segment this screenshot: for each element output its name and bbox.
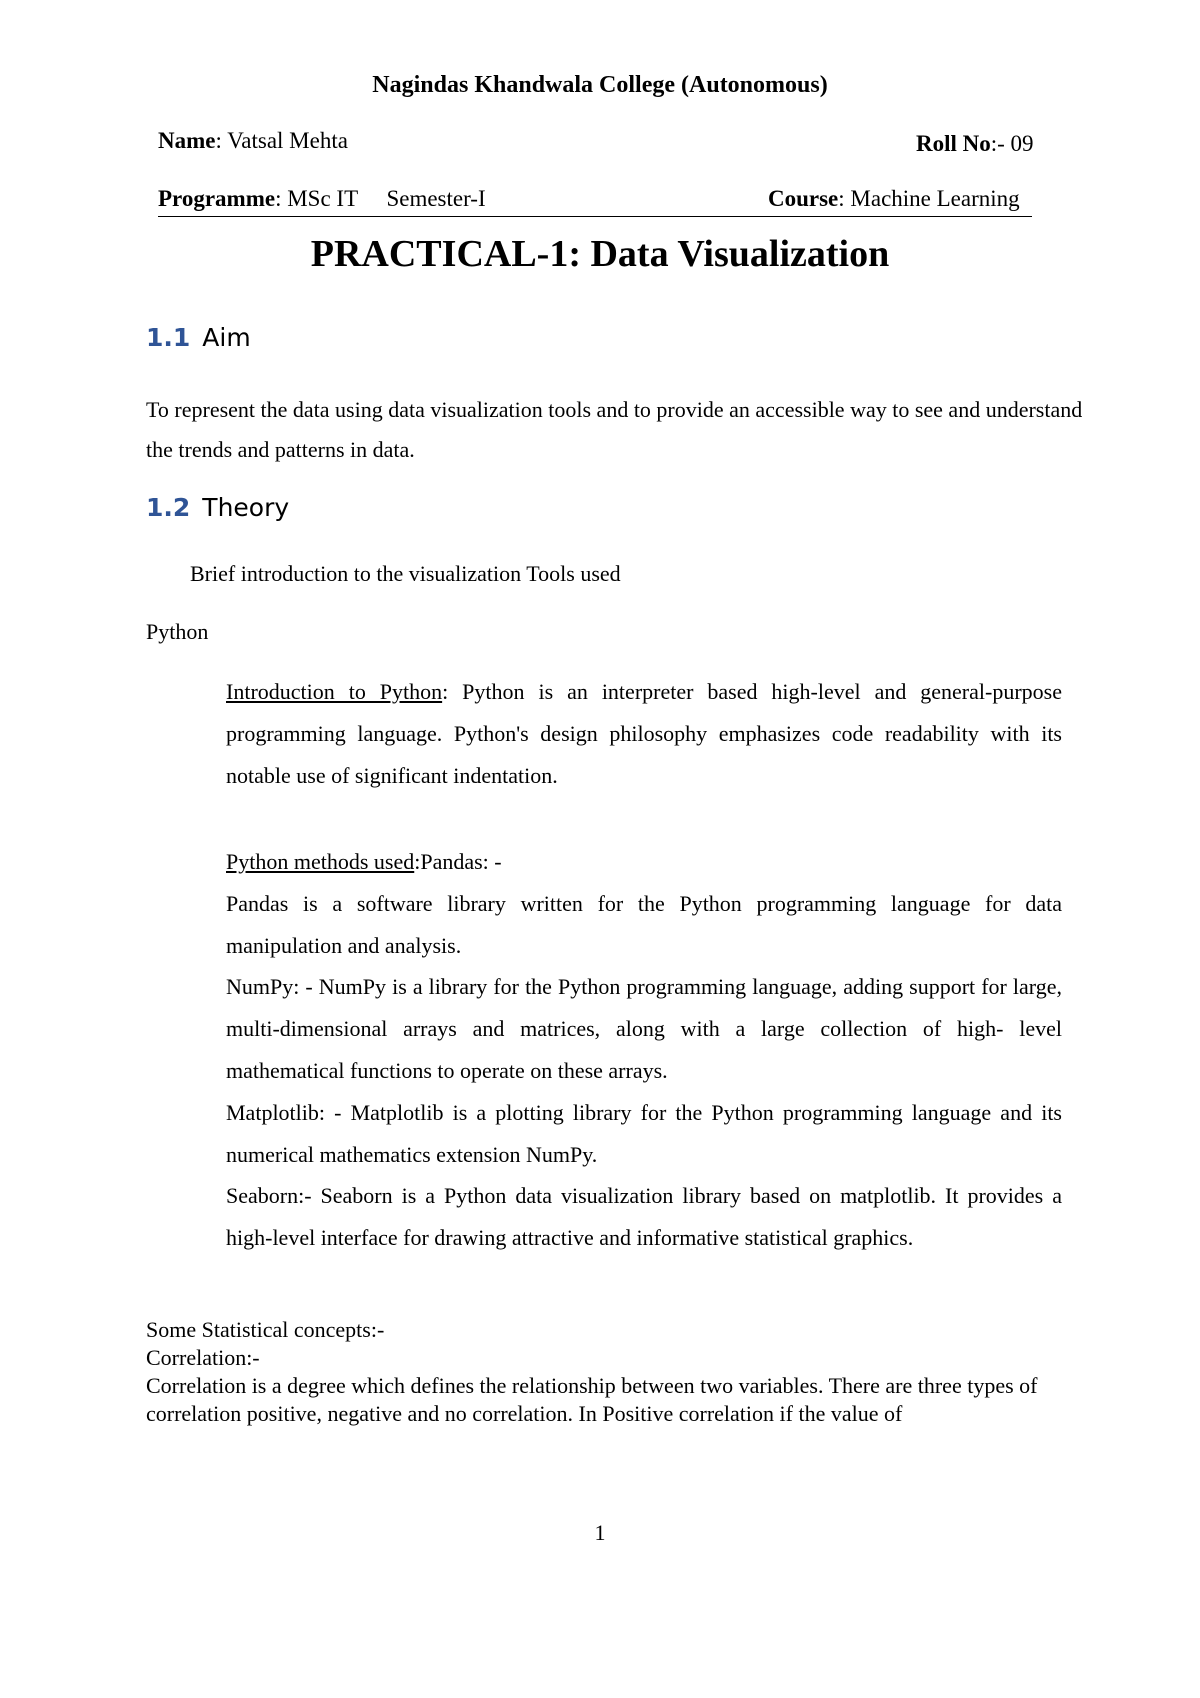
seaborn-description: Seaborn:- Seaborn is a Python data visualization library based on matplotlib. It provides a high-level interface for drawing attractive and informative statistical graphics. — [226, 1183, 1062, 1251]
name-label: Name — [158, 128, 216, 153]
numpy-description: NumPy: - NumPy is a library for the Python programming language, adding support for large, multi-dimensional arrays and matrices, along with a large collection of high- level mathematical functions to operate on these arrays. — [226, 974, 1062, 1083]
python-introduction — [226, 671, 1062, 797]
aim-paragraph: To represent the data using data visualization tools and to provide an accessible way to see and understand the trends and patterns in data. — [146, 397, 1083, 462]
page-title: PRACTICAL-1: Data Visualization — [310, 233, 890, 275]
python-label: Python — [146, 619, 209, 644]
roll-number — [916, 131, 1034, 157]
aim-heading-text: Aim — [202, 323, 251, 352]
theory-brief: Brief introduction to the visualization Tools used — [190, 561, 621, 586]
theory-heading-text: Theory — [202, 493, 290, 522]
intro-text: : Python is an interpreter based high-level and general-purpose programming language. Python's design philosophy emphasizes code readability with its notable use of significant indentation. — [226, 679, 1062, 788]
aim-heading — [146, 323, 251, 352]
correlation-heading: Correlation:- — [146, 1345, 260, 1370]
college-name: Nagindas Khandwala College (Autonomous) — [372, 72, 828, 98]
aim-number: 1.1 — [146, 323, 191, 352]
methods-suffix: :Pandas: - — [414, 849, 502, 874]
student-name — [158, 128, 348, 154]
matplotlib-description: Matplotlib: - Matplotlib is a plotting library for the Python programming language and its numerical mathematics extension NumPy. — [226, 1099, 1062, 1167]
stats-heading: Some Statistical concepts:- — [146, 1317, 385, 1342]
programme-value: : MSc IT Semester-I — [275, 186, 486, 211]
python-methods — [226, 841, 1062, 1259]
name-value: : Vatsal Mehta — [215, 128, 348, 153]
course-value: : Machine Learning — [838, 186, 1020, 211]
programme-label: Programme — [158, 186, 276, 211]
theory-number: 1.2 — [146, 493, 191, 522]
programme-course-line — [158, 186, 1032, 217]
statistical-concepts — [146, 1316, 1086, 1428]
roll-value: :- 09 — [990, 131, 1034, 156]
methods-line — [226, 841, 1062, 883]
course-label: Course — [768, 186, 839, 211]
programme — [158, 186, 486, 212]
pandas-description: Pandas is a software library written for the Python programming language for data manipulation and analysis. — [226, 890, 1062, 958]
intro-label: Introduction to Python — [226, 679, 443, 704]
course — [768, 186, 1020, 212]
page-number: 1 — [594, 1520, 606, 1545]
roll-label: Roll No — [916, 131, 991, 156]
methods-label: Python methods used — [226, 849, 415, 874]
correlation-text: Correlation is a degree which defines the relationship between two variables. There are three types of correlation positive, negative and no correlation. In Positive correlation if the value of — [146, 1373, 1038, 1426]
theory-heading — [146, 493, 289, 522]
